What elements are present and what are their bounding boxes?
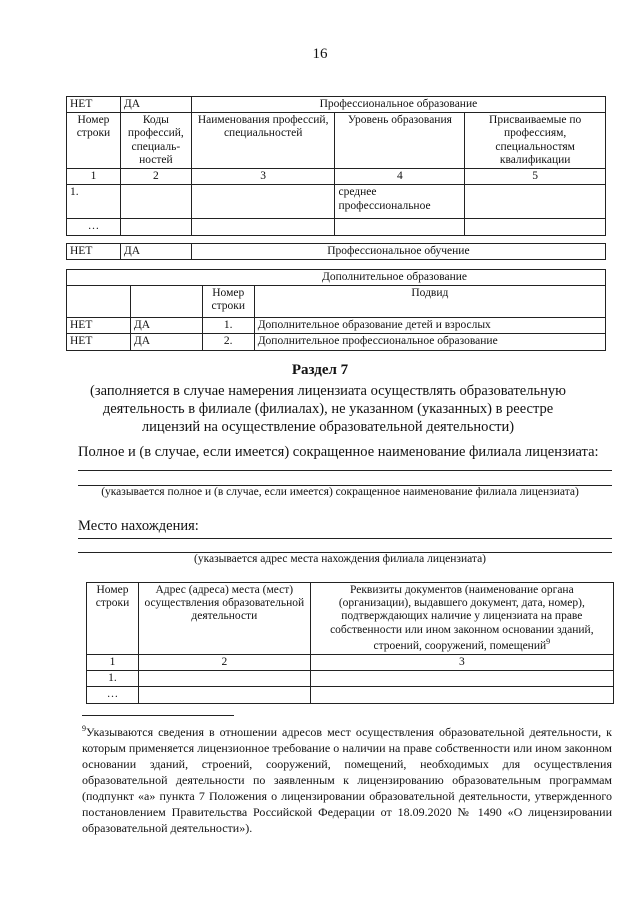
col-number: 1 bbox=[87, 654, 139, 670]
yes-cell: ДА bbox=[130, 318, 202, 334]
header-qualifications: Присваиваемые по профессиям, специальностям квалификации bbox=[465, 113, 606, 169]
cell-codes[interactable] bbox=[120, 219, 191, 235]
section-subtitle: (заполняется в случае намерения лицензиата осуществлять образовательную деятельность в филиале (филиалах), не указанном (указанных) в реестре лицензий на осуществление образовательной деятельности) bbox=[90, 383, 566, 436]
prof-education-table bbox=[66, 96, 606, 236]
no-cell: НЕТ bbox=[67, 97, 121, 113]
row-number: 2. bbox=[202, 334, 254, 350]
cell-level: среднее профессиональное bbox=[335, 185, 465, 219]
footnote bbox=[82, 724, 612, 837]
header-address: Адрес (адреса) места (мест) осуществления образовательной деятельности bbox=[138, 583, 310, 655]
cell-names[interactable] bbox=[191, 219, 335, 235]
location-field-line[interactable] bbox=[78, 538, 612, 539]
header-row-number: Номер строки bbox=[202, 286, 254, 318]
no-cell: НЕТ bbox=[67, 334, 131, 350]
col-number: 2 bbox=[138, 654, 310, 670]
cell-documents[interactable] bbox=[310, 687, 613, 703]
header-subtype: Подвид bbox=[254, 286, 605, 318]
branch-name-field-line[interactable] bbox=[78, 470, 612, 471]
branch-name-hint: (указывается полное и (в случае, если имеется) сокращенное наименование филиала лицензиата) bbox=[101, 486, 579, 498]
row-number: 1. bbox=[202, 318, 254, 334]
header-level: Уровень образования bbox=[335, 113, 465, 169]
yes-cell: ДА bbox=[130, 334, 202, 350]
subtype-name: Дополнительное образование детей и взрослых bbox=[254, 318, 605, 334]
no-cell: НЕТ bbox=[67, 318, 131, 334]
cell-codes[interactable] bbox=[120, 185, 191, 219]
cell-qualifications[interactable] bbox=[465, 185, 606, 219]
address-table bbox=[86, 582, 614, 704]
cell-names[interactable] bbox=[191, 185, 335, 219]
col-number: 3 bbox=[310, 654, 613, 670]
cell-address[interactable] bbox=[138, 671, 310, 687]
cell-address[interactable] bbox=[138, 687, 310, 703]
add-education-table bbox=[66, 269, 606, 351]
col-number: 4 bbox=[335, 169, 465, 185]
header-codes: Коды профессий, специаль-ностей bbox=[120, 113, 191, 169]
header-documents: Реквизиты документов (наименование органа (организации), выдавшего документ, дата, номер), подтверждающих наличие у лицензиата на праве собственности или ином законном основании зданий, строений, сооружений, помещений$^9$ bbox=[310, 583, 613, 655]
row-ellipsis: … bbox=[67, 219, 121, 235]
col-number: 5 bbox=[465, 169, 606, 185]
branch-name-label: Полное и (в случае, если имеется) сокращенное наименование филиала лицензиата: bbox=[78, 444, 599, 460]
no-cell: НЕТ bbox=[67, 244, 121, 260]
header-row-number: Номер строки bbox=[87, 583, 139, 655]
row-ellipsis: … bbox=[87, 687, 139, 703]
col-number: 2 bbox=[120, 169, 191, 185]
location-label: Место нахождения: bbox=[78, 518, 199, 534]
col-number: 1 bbox=[67, 169, 121, 185]
location-hint: (указывается адрес места нахождения филиала лицензиата) bbox=[193, 553, 487, 565]
footnote-mark: 9 bbox=[82, 724, 86, 733]
cell-level[interactable] bbox=[335, 219, 465, 235]
prof-training-table bbox=[66, 243, 606, 260]
yes-cell: ДА bbox=[120, 97, 191, 113]
section-title: Раздел 7 bbox=[291, 362, 349, 378]
prof-training-title: Профессиональное обучение bbox=[191, 244, 605, 260]
prof-education-title: Профессиональное образование bbox=[191, 97, 605, 113]
add-education-title: Дополнительное образование bbox=[67, 270, 606, 286]
yes-cell: ДА bbox=[120, 244, 191, 260]
row-number: 1. bbox=[67, 185, 121, 219]
row-number: 1. bbox=[87, 671, 139, 687]
header-row-number: Номер строки bbox=[67, 113, 121, 169]
header-names: Наименования профессий, специальностей bbox=[191, 113, 335, 169]
page-number: 16 bbox=[312, 46, 328, 62]
footnote-mark: 9 bbox=[546, 636, 551, 646]
col-number: 3 bbox=[191, 169, 335, 185]
cell-documents[interactable] bbox=[310, 671, 613, 687]
footnote-text: Указываются сведения в отношении адресов мест осуществления образовательной деятельности, к которым применяется лицензионное требование о наличии на праве собственности или ином законном основании зданий, строений, сооружений, помещений, необходимых для осуществления образовательной деятельности по заявленным к лицензированию образовательным программам (подпункт «а» пункта 7 Положения о лицензировании образовательной деятельности, утвержденного постановлением Правительства Российской Федерации от 18.09.2020 № 1490 «О лицензировании образовательной деятельности»). bbox=[82, 725, 612, 835]
footnote-rule bbox=[82, 715, 234, 716]
cell-qualifications[interactable] bbox=[465, 219, 606, 235]
subtype-name: Дополнительное профессиональное образование bbox=[254, 334, 605, 350]
